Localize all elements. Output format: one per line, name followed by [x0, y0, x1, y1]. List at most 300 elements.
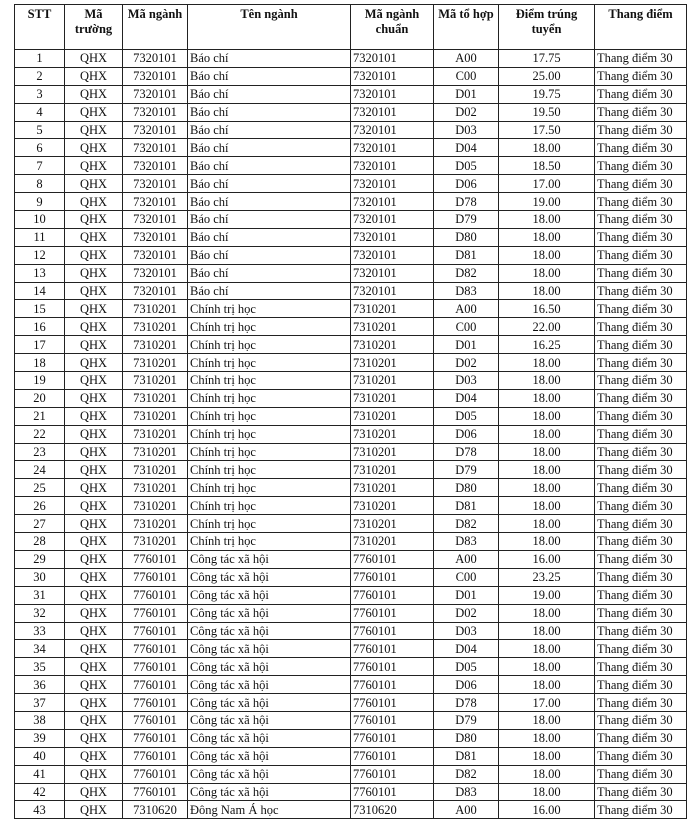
cell-stt: 42 — [15, 783, 65, 801]
cell-diem-trung-tuyen: 18.00 — [499, 372, 595, 390]
cell-diem-trung-tuyen: 18.00 — [499, 228, 595, 246]
cell-thang-diem: Thang điểm 30 — [595, 246, 687, 264]
cell-ten-nganh: Công tác xã hội — [188, 783, 351, 801]
table-row — [15, 372, 687, 390]
cell-ma-to-hop: D03 — [434, 372, 499, 390]
cell-ma-to-hop: D78 — [434, 443, 499, 461]
table-body — [15, 50, 687, 819]
cell-ma-to-hop: D04 — [434, 139, 499, 157]
cell-ma-nganh: 7320101 — [123, 157, 188, 175]
cell-ten-nganh: Chính trị học — [188, 354, 351, 372]
cell-thang-diem: Thang điểm 30 — [595, 694, 687, 712]
cell-ma-nganh-chuan: 7760101 — [351, 586, 434, 604]
cell-thang-diem: Thang điểm 30 — [595, 121, 687, 139]
cell-ma-nganh-chuan: 7760101 — [351, 622, 434, 640]
table-row — [15, 228, 687, 246]
cell-ten-nganh: Chính trị học — [188, 497, 351, 515]
cell-diem-trung-tuyen: 18.00 — [499, 211, 595, 229]
cell-stt: 7 — [15, 157, 65, 175]
cell-stt: 21 — [15, 407, 65, 425]
cell-thang-diem: Thang điểm 30 — [595, 533, 687, 551]
cell-diem-trung-tuyen: 18.00 — [499, 246, 595, 264]
admission-score-table — [14, 4, 687, 819]
cell-ten-nganh: Báo chí — [188, 282, 351, 300]
cell-ma-nganh: 7320101 — [123, 175, 188, 193]
cell-stt: 30 — [15, 568, 65, 586]
cell-ma-to-hop: D02 — [434, 604, 499, 622]
cell-diem-trung-tuyen: 17.00 — [499, 175, 595, 193]
table-row — [15, 264, 687, 282]
cell-thang-diem: Thang điểm 30 — [595, 443, 687, 461]
cell-ma-nganh: 7760101 — [123, 711, 188, 729]
cell-ma-nganh-chuan: 7760101 — [351, 711, 434, 729]
cell-thang-diem: Thang điểm 30 — [595, 497, 687, 515]
cell-ma-nganh: 7320101 — [123, 246, 188, 264]
cell-ma-nganh-chuan: 7760101 — [351, 783, 434, 801]
table-row — [15, 50, 687, 68]
cell-thang-diem: Thang điểm 30 — [595, 175, 687, 193]
table-row — [15, 568, 687, 586]
cell-ma-truong: QHX — [65, 747, 123, 765]
cell-diem-trung-tuyen: 22.00 — [499, 318, 595, 336]
cell-ten-nganh: Chính trị học — [188, 336, 351, 354]
cell-thang-diem: Thang điểm 30 — [595, 676, 687, 694]
cell-ma-truong: QHX — [65, 694, 123, 712]
cell-ma-nganh-chuan: 7320101 — [351, 139, 434, 157]
cell-ten-nganh: Báo chí — [188, 211, 351, 229]
cell-diem-trung-tuyen: 18.00 — [499, 461, 595, 479]
cell-thang-diem: Thang điểm 30 — [595, 389, 687, 407]
cell-diem-trung-tuyen: 18.00 — [499, 783, 595, 801]
cell-diem-trung-tuyen: 16.00 — [499, 550, 595, 568]
cell-ma-truong: QHX — [65, 67, 123, 85]
cell-ma-nganh-chuan: 7310201 — [351, 389, 434, 407]
cell-thang-diem: Thang điểm 30 — [595, 640, 687, 658]
cell-ma-nganh: 7760101 — [123, 658, 188, 676]
cell-ma-nganh: 7310201 — [123, 497, 188, 515]
cell-ma-to-hop: D04 — [434, 389, 499, 407]
cell-ma-nganh-chuan: 7320101 — [351, 193, 434, 211]
cell-diem-trung-tuyen: 18.00 — [499, 425, 595, 443]
cell-ma-nganh: 7320101 — [123, 211, 188, 229]
cell-ma-nganh-chuan: 7310201 — [351, 515, 434, 533]
cell-ten-nganh: Công tác xã hội — [188, 622, 351, 640]
cell-ma-nganh: 7310201 — [123, 443, 188, 461]
cell-ma-nganh: 7310201 — [123, 515, 188, 533]
cell-diem-trung-tuyen: 16.50 — [499, 300, 595, 318]
cell-ma-to-hop: D82 — [434, 264, 499, 282]
cell-ten-nganh: Chính trị học — [188, 425, 351, 443]
cell-ma-to-hop: D81 — [434, 747, 499, 765]
cell-ma-nganh-chuan: 7310201 — [351, 443, 434, 461]
cell-ma-nganh-chuan: 7310201 — [351, 336, 434, 354]
cell-ma-to-hop: D06 — [434, 676, 499, 694]
cell-thang-diem: Thang điểm 30 — [595, 550, 687, 568]
cell-ten-nganh: Chính trị học — [188, 407, 351, 425]
table-row — [15, 676, 687, 694]
cell-thang-diem: Thang điểm 30 — [595, 407, 687, 425]
cell-ma-nganh-chuan: 7760101 — [351, 694, 434, 712]
cell-ma-nganh-chuan: 7760101 — [351, 568, 434, 586]
table-row — [15, 604, 687, 622]
cell-ma-to-hop: D83 — [434, 533, 499, 551]
cell-thang-diem: Thang điểm 30 — [595, 568, 687, 586]
table-row — [15, 550, 687, 568]
header-ten-nganh: Tên ngành — [188, 5, 351, 50]
cell-stt: 20 — [15, 389, 65, 407]
cell-ma-nganh: 7320101 — [123, 67, 188, 85]
cell-ma-truong: QHX — [65, 372, 123, 390]
cell-ma-nganh: 7760101 — [123, 640, 188, 658]
cell-ten-nganh: Chính trị học — [188, 461, 351, 479]
cell-ma-nganh-chuan: 7320101 — [351, 175, 434, 193]
cell-ma-nganh-chuan: 7760101 — [351, 550, 434, 568]
cell-ma-to-hop: D01 — [434, 85, 499, 103]
cell-ma-to-hop: D81 — [434, 246, 499, 264]
cell-ma-nganh-chuan: 7320101 — [351, 282, 434, 300]
cell-ma-to-hop: D80 — [434, 228, 499, 246]
cell-diem-trung-tuyen: 18.00 — [499, 729, 595, 747]
cell-thang-diem: Thang điểm 30 — [595, 765, 687, 783]
table-header — [15, 5, 687, 50]
cell-thang-diem: Thang điểm 30 — [595, 157, 687, 175]
cell-thang-diem: Thang điểm 30 — [595, 211, 687, 229]
cell-ten-nganh: Công tác xã hội — [188, 568, 351, 586]
cell-ma-nganh: 7310201 — [123, 372, 188, 390]
cell-diem-trung-tuyen: 17.00 — [499, 694, 595, 712]
cell-ma-nganh-chuan: 7320101 — [351, 67, 434, 85]
cell-ma-truong: QHX — [65, 425, 123, 443]
cell-stt: 4 — [15, 103, 65, 121]
cell-stt: 28 — [15, 533, 65, 551]
cell-ma-to-hop: D78 — [434, 193, 499, 211]
cell-stt: 29 — [15, 550, 65, 568]
cell-ten-nganh: Chính trị học — [188, 443, 351, 461]
cell-ma-to-hop: D02 — [434, 354, 499, 372]
cell-thang-diem: Thang điểm 30 — [595, 658, 687, 676]
cell-ma-nganh-chuan: 7320101 — [351, 121, 434, 139]
cell-ma-to-hop: C00 — [434, 568, 499, 586]
cell-ma-truong: QHX — [65, 801, 123, 819]
table-row — [15, 157, 687, 175]
cell-diem-trung-tuyen: 18.00 — [499, 604, 595, 622]
cell-ma-to-hop: D80 — [434, 479, 499, 497]
cell-ma-nganh: 7310201 — [123, 479, 188, 497]
table-row — [15, 640, 687, 658]
cell-ma-nganh-chuan: 7760101 — [351, 747, 434, 765]
cell-ma-truong: QHX — [65, 765, 123, 783]
admission-score-table-container — [14, 4, 687, 819]
table-row — [15, 479, 687, 497]
cell-ma-to-hop: A00 — [434, 550, 499, 568]
cell-ma-to-hop: A00 — [434, 50, 499, 68]
table-row — [15, 658, 687, 676]
cell-ma-truong: QHX — [65, 461, 123, 479]
cell-ma-nganh-chuan: 7310201 — [351, 479, 434, 497]
cell-diem-trung-tuyen: 18.00 — [499, 640, 595, 658]
header-thang-diem: Thang điểm — [595, 5, 687, 50]
cell-ma-nganh: 7320101 — [123, 50, 188, 68]
cell-ma-truong: QHX — [65, 479, 123, 497]
cell-ma-nganh-chuan: 7760101 — [351, 765, 434, 783]
cell-ma-nganh: 7310201 — [123, 425, 188, 443]
cell-ma-to-hop: D81 — [434, 497, 499, 515]
cell-stt: 38 — [15, 711, 65, 729]
cell-ma-to-hop: D05 — [434, 407, 499, 425]
cell-diem-trung-tuyen: 18.00 — [499, 389, 595, 407]
cell-ma-nganh: 7760101 — [123, 676, 188, 694]
cell-ma-to-hop: D80 — [434, 729, 499, 747]
table-row — [15, 622, 687, 640]
cell-stt: 39 — [15, 729, 65, 747]
cell-ma-nganh-chuan: 7760101 — [351, 676, 434, 694]
cell-ten-nganh: Công tác xã hội — [188, 658, 351, 676]
cell-ma-nganh-chuan: 7310201 — [351, 318, 434, 336]
cell-ten-nganh: Báo chí — [188, 264, 351, 282]
cell-ma-truong: QHX — [65, 175, 123, 193]
cell-stt: 11 — [15, 228, 65, 246]
cell-ma-truong: QHX — [65, 336, 123, 354]
cell-thang-diem: Thang điểm 30 — [595, 193, 687, 211]
cell-ma-truong: QHX — [65, 533, 123, 551]
cell-ma-nganh-chuan: 7310201 — [351, 425, 434, 443]
table-row — [15, 801, 687, 819]
cell-ten-nganh: Báo chí — [188, 121, 351, 139]
table-row — [15, 765, 687, 783]
cell-ma-truong: QHX — [65, 121, 123, 139]
cell-ma-nganh: 7310201 — [123, 389, 188, 407]
cell-stt: 6 — [15, 139, 65, 157]
cell-stt: 34 — [15, 640, 65, 658]
cell-stt: 3 — [15, 85, 65, 103]
table-row — [15, 729, 687, 747]
cell-stt: 13 — [15, 264, 65, 282]
cell-ma-nganh: 7310201 — [123, 533, 188, 551]
cell-ten-nganh: Báo chí — [188, 193, 351, 211]
cell-ma-nganh: 7310201 — [123, 407, 188, 425]
cell-thang-diem: Thang điểm 30 — [595, 50, 687, 68]
cell-ma-to-hop: D04 — [434, 640, 499, 658]
cell-diem-trung-tuyen: 18.00 — [499, 479, 595, 497]
cell-thang-diem: Thang điểm 30 — [595, 622, 687, 640]
cell-ten-nganh: Chính trị học — [188, 389, 351, 407]
cell-ten-nganh: Báo chí — [188, 157, 351, 175]
cell-ma-truong: QHX — [65, 622, 123, 640]
cell-ten-nganh: Công tác xã hội — [188, 604, 351, 622]
cell-diem-trung-tuyen: 18.50 — [499, 157, 595, 175]
cell-ten-nganh: Đông Nam Á học — [188, 801, 351, 819]
cell-ten-nganh: Chính trị học — [188, 372, 351, 390]
cell-stt: 25 — [15, 479, 65, 497]
table-row — [15, 694, 687, 712]
cell-thang-diem: Thang điểm 30 — [595, 336, 687, 354]
cell-stt: 32 — [15, 604, 65, 622]
cell-stt: 33 — [15, 622, 65, 640]
cell-ma-truong: QHX — [65, 783, 123, 801]
cell-ma-truong: QHX — [65, 550, 123, 568]
header-ma-truong: Mã trường — [65, 5, 123, 50]
cell-ma-nganh: 7310201 — [123, 318, 188, 336]
cell-ten-nganh: Báo chí — [188, 228, 351, 246]
cell-stt: 31 — [15, 586, 65, 604]
header-stt: STT — [15, 5, 65, 50]
cell-thang-diem: Thang điểm 30 — [595, 139, 687, 157]
cell-ma-nganh-chuan: 7760101 — [351, 604, 434, 622]
cell-stt: 41 — [15, 765, 65, 783]
table-row — [15, 783, 687, 801]
cell-ma-to-hop: D79 — [434, 461, 499, 479]
cell-stt: 18 — [15, 354, 65, 372]
cell-ma-truong: QHX — [65, 640, 123, 658]
cell-thang-diem: Thang điểm 30 — [595, 372, 687, 390]
cell-thang-diem: Thang điểm 30 — [595, 729, 687, 747]
cell-thang-diem: Thang điểm 30 — [595, 461, 687, 479]
table-row — [15, 497, 687, 515]
table-row — [15, 747, 687, 765]
table-row — [15, 586, 687, 604]
cell-ma-nganh-chuan: 7320101 — [351, 50, 434, 68]
cell-ma-truong: QHX — [65, 50, 123, 68]
cell-diem-trung-tuyen: 18.00 — [499, 264, 595, 282]
cell-ma-nganh: 7320101 — [123, 282, 188, 300]
cell-ma-nganh: 7310201 — [123, 336, 188, 354]
cell-ma-nganh: 7320101 — [123, 193, 188, 211]
cell-ma-truong: QHX — [65, 407, 123, 425]
cell-diem-trung-tuyen: 18.00 — [499, 139, 595, 157]
cell-stt: 15 — [15, 300, 65, 318]
cell-ma-truong: QHX — [65, 568, 123, 586]
cell-stt: 23 — [15, 443, 65, 461]
cell-diem-trung-tuyen: 18.00 — [499, 443, 595, 461]
cell-ma-nganh-chuan: 7320101 — [351, 85, 434, 103]
cell-ma-to-hop: D79 — [434, 211, 499, 229]
cell-ma-truong: QHX — [65, 586, 123, 604]
cell-stt: 43 — [15, 801, 65, 819]
cell-ma-to-hop: D01 — [434, 586, 499, 604]
table-row — [15, 318, 687, 336]
cell-ma-truong: QHX — [65, 211, 123, 229]
cell-stt: 24 — [15, 461, 65, 479]
table-row — [15, 193, 687, 211]
cell-diem-trung-tuyen: 18.00 — [499, 515, 595, 533]
cell-diem-trung-tuyen: 19.75 — [499, 85, 595, 103]
cell-stt: 27 — [15, 515, 65, 533]
cell-ten-nganh: Báo chí — [188, 67, 351, 85]
cell-ma-nganh-chuan: 7760101 — [351, 658, 434, 676]
cell-ten-nganh: Chính trị học — [188, 318, 351, 336]
cell-stt: 10 — [15, 211, 65, 229]
cell-thang-diem: Thang điểm 30 — [595, 801, 687, 819]
cell-ma-to-hop: C00 — [434, 67, 499, 85]
table-row — [15, 211, 687, 229]
cell-diem-trung-tuyen: 25.00 — [499, 67, 595, 85]
cell-thang-diem: Thang điểm 30 — [595, 783, 687, 801]
cell-stt: 14 — [15, 282, 65, 300]
cell-ma-nganh: 7310620 — [123, 801, 188, 819]
cell-ma-to-hop: D03 — [434, 622, 499, 640]
cell-diem-trung-tuyen: 18.00 — [499, 765, 595, 783]
cell-ma-truong: QHX — [65, 729, 123, 747]
cell-thang-diem: Thang điểm 30 — [595, 425, 687, 443]
cell-ma-nganh: 7310201 — [123, 300, 188, 318]
cell-ten-nganh: Báo chí — [188, 139, 351, 157]
cell-ma-to-hop: D82 — [434, 765, 499, 783]
cell-diem-trung-tuyen: 18.00 — [499, 282, 595, 300]
cell-diem-trung-tuyen: 18.00 — [499, 497, 595, 515]
table-row — [15, 282, 687, 300]
cell-ten-nganh: Báo chí — [188, 246, 351, 264]
cell-ma-to-hop: D83 — [434, 282, 499, 300]
cell-ten-nganh: Công tác xã hội — [188, 586, 351, 604]
table-row — [15, 533, 687, 551]
cell-ma-nganh-chuan: 7310201 — [351, 497, 434, 515]
cell-thang-diem: Thang điểm 30 — [595, 300, 687, 318]
cell-stt: 17 — [15, 336, 65, 354]
cell-ten-nganh: Báo chí — [188, 175, 351, 193]
cell-ma-nganh-chuan: 7310620 — [351, 801, 434, 819]
cell-ma-nganh-chuan: 7320101 — [351, 103, 434, 121]
table-row — [15, 85, 687, 103]
cell-ma-truong: QHX — [65, 282, 123, 300]
cell-ma-truong: QHX — [65, 85, 123, 103]
cell-thang-diem: Thang điểm 30 — [595, 282, 687, 300]
cell-ma-nganh-chuan: 7310201 — [351, 407, 434, 425]
cell-ma-nganh-chuan: 7320101 — [351, 211, 434, 229]
table-row — [15, 711, 687, 729]
cell-ma-to-hop: D05 — [434, 658, 499, 676]
cell-ma-to-hop: D06 — [434, 425, 499, 443]
cell-ten-nganh: Báo chí — [188, 103, 351, 121]
cell-thang-diem: Thang điểm 30 — [595, 711, 687, 729]
cell-stt: 22 — [15, 425, 65, 443]
cell-ma-truong: QHX — [65, 515, 123, 533]
cell-diem-trung-tuyen: 18.00 — [499, 533, 595, 551]
cell-ma-truong: QHX — [65, 711, 123, 729]
cell-ma-nganh-chuan: 7310201 — [351, 354, 434, 372]
cell-ma-nganh: 7320101 — [123, 264, 188, 282]
cell-thang-diem: Thang điểm 30 — [595, 515, 687, 533]
cell-ma-nganh-chuan: 7320101 — [351, 264, 434, 282]
cell-ma-to-hop: C00 — [434, 318, 499, 336]
cell-ma-nganh-chuan: 7310201 — [351, 300, 434, 318]
cell-ten-nganh: Báo chí — [188, 50, 351, 68]
cell-ma-to-hop: D82 — [434, 515, 499, 533]
cell-thang-diem: Thang điểm 30 — [595, 354, 687, 372]
cell-diem-trung-tuyen: 17.50 — [499, 121, 595, 139]
cell-thang-diem: Thang điểm 30 — [595, 228, 687, 246]
cell-ma-truong: QHX — [65, 228, 123, 246]
cell-diem-trung-tuyen: 17.75 — [499, 50, 595, 68]
cell-ma-to-hop: A00 — [434, 300, 499, 318]
cell-ma-truong: QHX — [65, 389, 123, 407]
cell-ma-nganh: 7320101 — [123, 139, 188, 157]
cell-ma-nganh-chuan: 7320101 — [351, 157, 434, 175]
table-row — [15, 139, 687, 157]
cell-diem-trung-tuyen: 18.00 — [499, 407, 595, 425]
cell-stt: 40 — [15, 747, 65, 765]
cell-ma-nganh: 7320101 — [123, 85, 188, 103]
cell-ten-nganh: Chính trị học — [188, 300, 351, 318]
table-row — [15, 354, 687, 372]
cell-ma-nganh: 7320101 — [123, 228, 188, 246]
cell-stt: 16 — [15, 318, 65, 336]
cell-ma-nganh-chuan: 7310201 — [351, 533, 434, 551]
cell-ma-nganh-chuan: 7310201 — [351, 372, 434, 390]
cell-thang-diem: Thang điểm 30 — [595, 586, 687, 604]
cell-ma-truong: QHX — [65, 246, 123, 264]
cell-ma-truong: QHX — [65, 103, 123, 121]
cell-ma-nganh-chuan: 7320101 — [351, 228, 434, 246]
